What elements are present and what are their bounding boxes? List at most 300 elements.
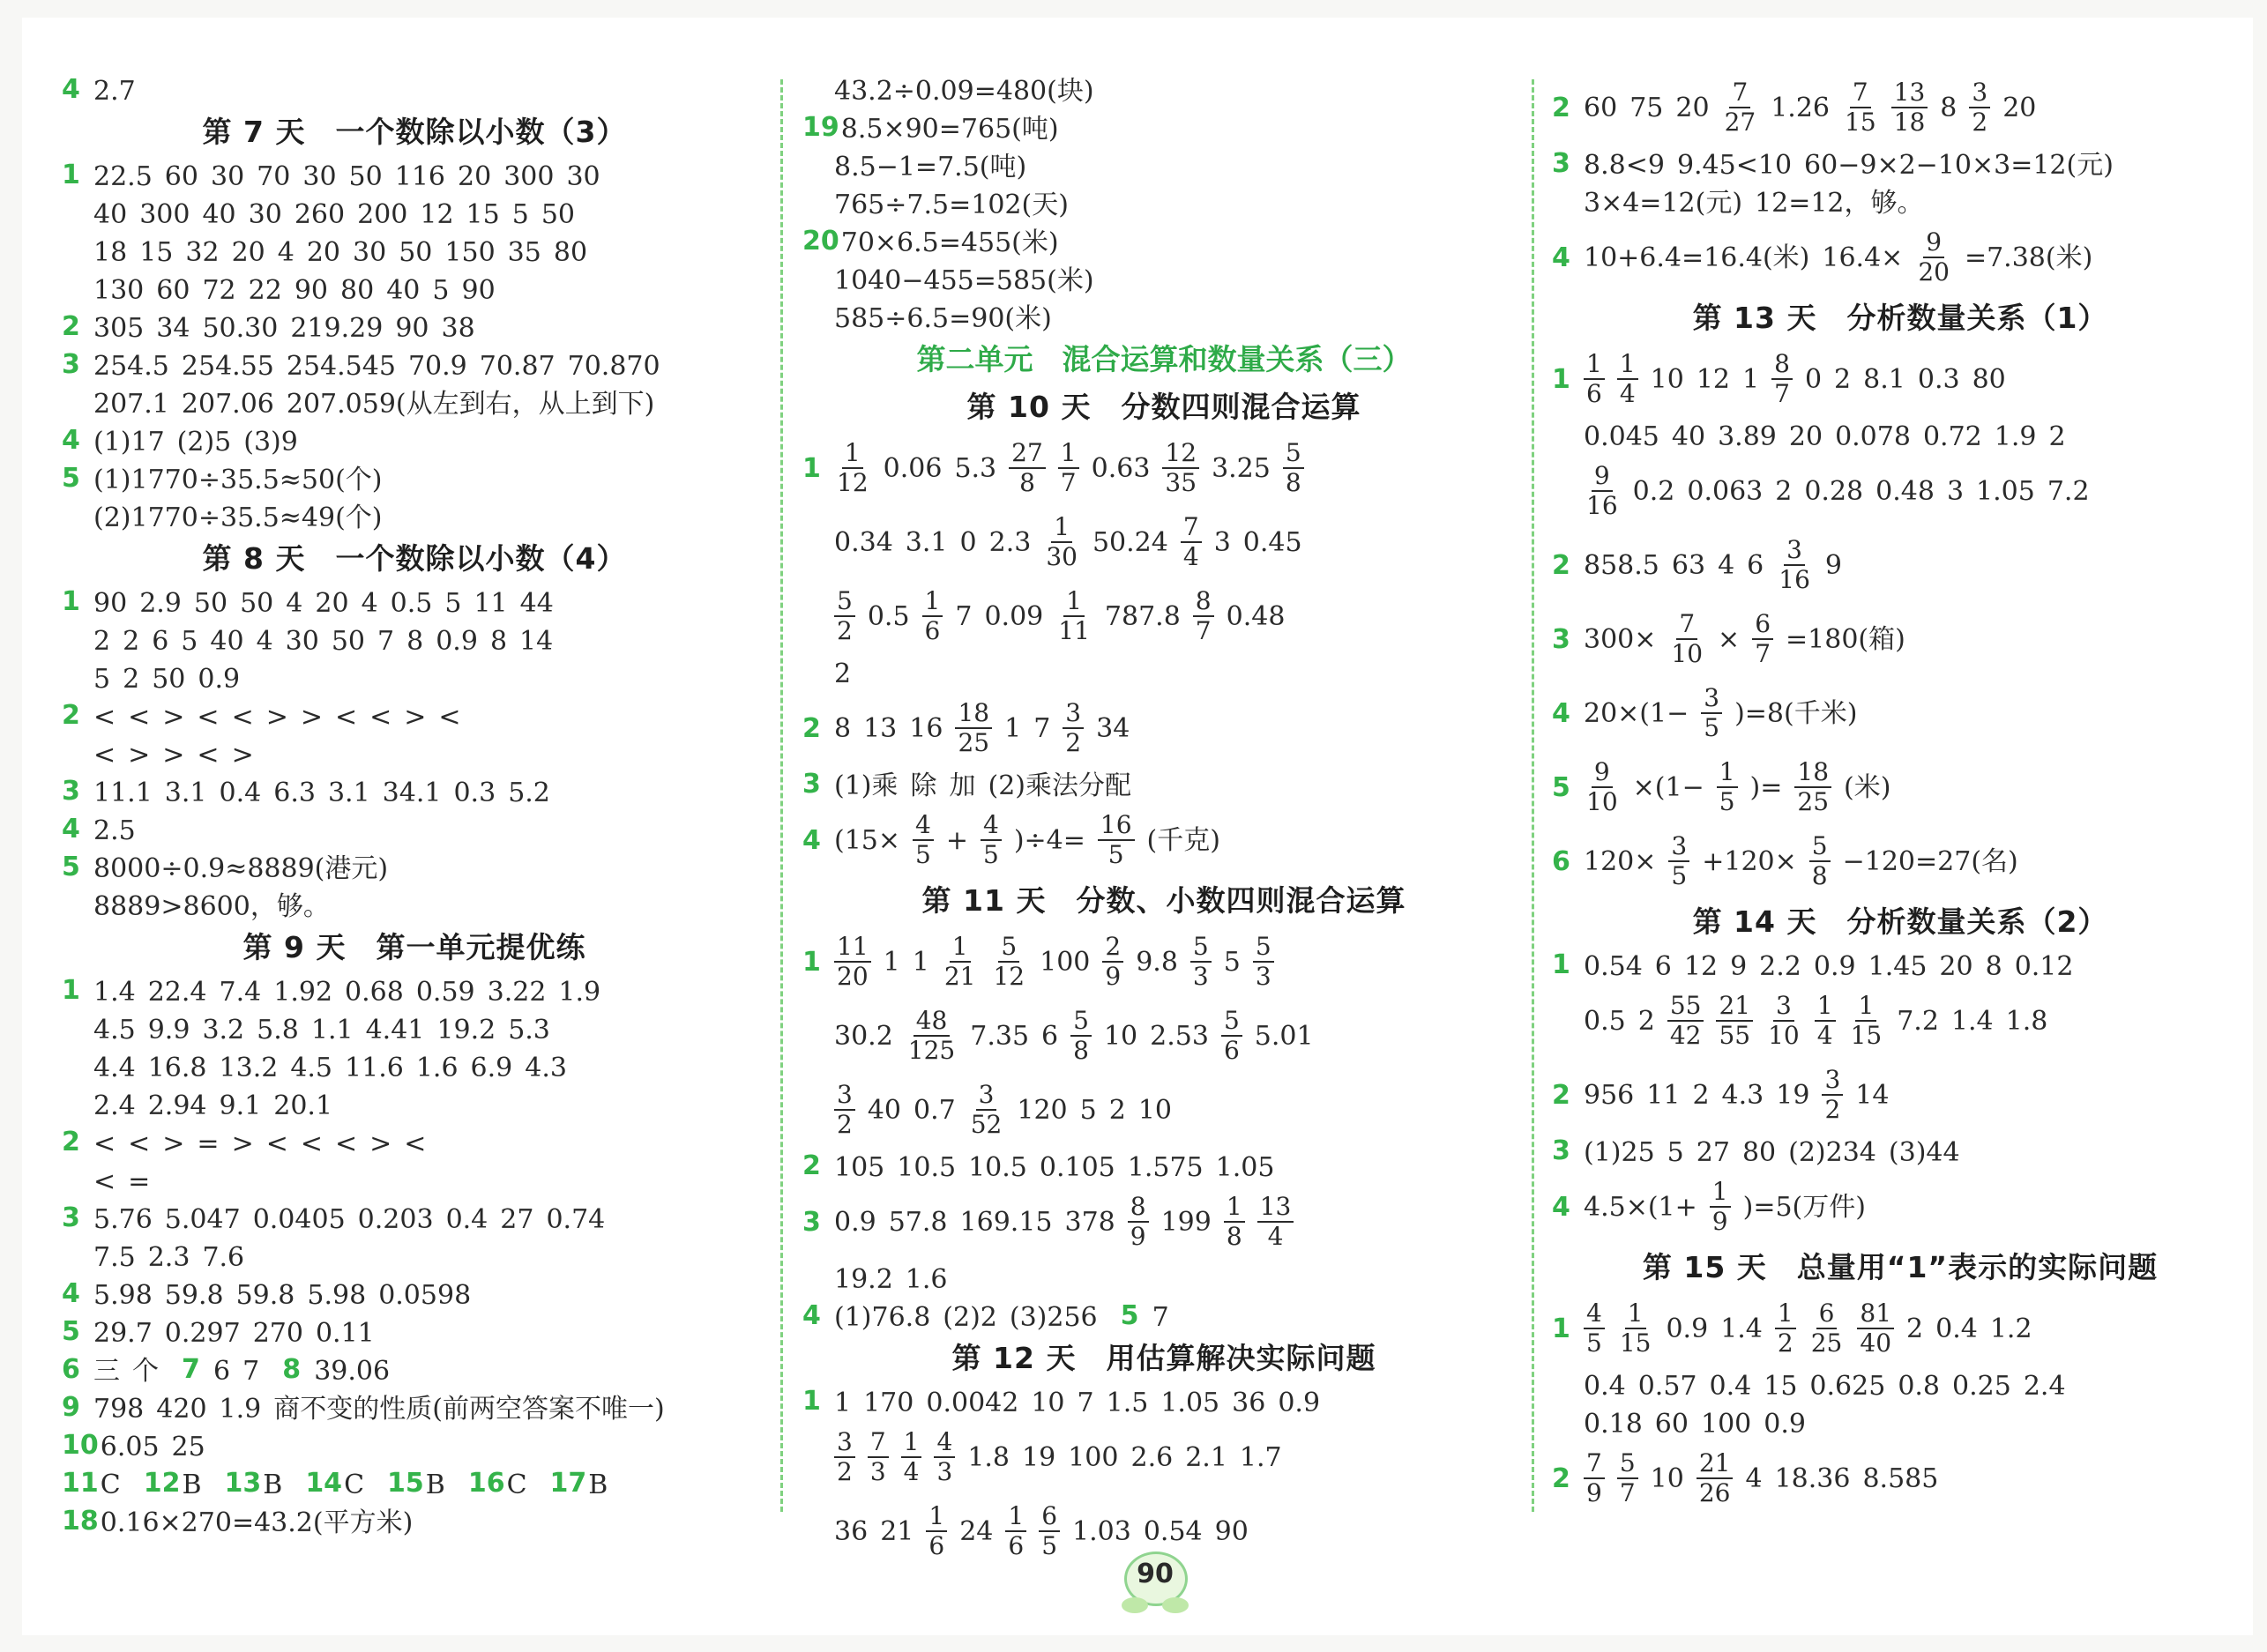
answer-value: 200 (357, 198, 408, 230)
answer-value: 50 (152, 663, 186, 695)
answer-value: (2)5 (176, 426, 232, 458)
answer-line (1552, 676, 2248, 750)
answer-value: 130 (93, 274, 145, 306)
answer-line (62, 1199, 767, 1237)
answer-value: 7.5 (93, 1241, 136, 1273)
answer-value: < (128, 701, 151, 733)
answer-line (62, 971, 767, 1009)
numerator: 7 (868, 1428, 889, 1458)
answer-value: (3)256 (1009, 1301, 1098, 1333)
question-number: 2 (62, 1127, 80, 1157)
answer-value: 254.55 (181, 350, 274, 382)
fraction (913, 811, 934, 869)
answer-value: 5 (444, 587, 462, 619)
answer-value: 0 (1804, 363, 1823, 395)
answer-value: 36 (834, 1515, 869, 1547)
fraction (1584, 1449, 1605, 1507)
numerator: 1 (1051, 513, 1072, 543)
denominator: 4 (903, 1457, 920, 1486)
answer-value: 0.57 (1637, 1370, 1697, 1402)
numerator: 9 (1592, 758, 1613, 788)
fraction (1771, 350, 1793, 408)
answer-line (62, 1351, 767, 1388)
denominator: 40 (1860, 1328, 1892, 1358)
answer-value: 50 (541, 198, 576, 230)
answer-value: 16.4× (1822, 242, 1904, 273)
answer-value: 1.8 (967, 1441, 1010, 1473)
answer-value: 27 (1696, 1136, 1730, 1168)
answer-value: 0.7 (914, 1094, 956, 1126)
answer-value: < (93, 1127, 116, 1159)
answer-value: 300 (503, 160, 555, 192)
answer-line (1552, 946, 2248, 984)
numerator: 1 (922, 587, 943, 617)
answer-value: 1 (912, 946, 929, 978)
denominator: 8 (1285, 468, 1301, 497)
numerator: 5 (1283, 439, 1304, 469)
answer-value: 1 (883, 946, 900, 978)
answer-value: 0.12 (2014, 950, 2074, 982)
answer-value: 60 (1584, 92, 1618, 123)
answer-value: 0.63 (1091, 452, 1151, 484)
answer-value: ×(1− (1632, 771, 1704, 803)
question-number: 11 (62, 1468, 99, 1499)
section-heading: 第 8 天 一个数除以小数（4） (202, 541, 627, 576)
answer-value: 30 (248, 198, 282, 230)
numerator: 3 (1773, 992, 1794, 1022)
fraction (1716, 992, 1753, 1050)
answer-value: 207.06 (181, 388, 274, 420)
answer-value: =180(箱) (1786, 623, 1905, 655)
answer-value: 32 (185, 236, 220, 268)
answer-value: 7 (1077, 1387, 1094, 1418)
answer-value: (1)25 (1584, 1136, 1655, 1168)
answer-value: 2.2 (1759, 950, 1801, 982)
numerator: 1 (1005, 1502, 1026, 1532)
denominator: 25 (1810, 1328, 1843, 1358)
column-divider-right (1532, 79, 1534, 1512)
answer-value: 0.45 (1242, 526, 1302, 558)
question-number: 5 (62, 1316, 80, 1347)
question-number: 1 (802, 946, 821, 978)
answer-value: 8 (489, 625, 508, 657)
answer-line (62, 1123, 767, 1161)
denominator: 6 (1586, 379, 1602, 408)
fraction (1128, 1193, 1149, 1251)
numerator: 1 (1584, 350, 1605, 380)
answer-value: 3×4=12(元) (1584, 187, 1743, 219)
fraction (1794, 758, 1831, 816)
answer-value: 1 (834, 1387, 852, 1418)
answer-value: 63 (1671, 549, 1706, 581)
answer-value: 75 (1629, 92, 1664, 123)
fraction (1098, 811, 1135, 869)
denominator: 9 (1586, 1478, 1602, 1507)
answer-value: 270 (252, 1317, 303, 1349)
fraction (1617, 1449, 1638, 1507)
denominator: 52 (970, 1110, 1003, 1139)
denominator: 6 (924, 616, 941, 645)
answer-value: 0.9 (1666, 1313, 1709, 1344)
answer-line (62, 156, 767, 194)
question-number: 3 (62, 1202, 80, 1233)
answer-line (1552, 71, 2248, 145)
answer-value: (2)2 (943, 1301, 997, 1333)
denominator: 20 (837, 962, 869, 991)
numerator: 1 (842, 439, 863, 469)
answer-line (802, 1297, 1525, 1335)
section-heading: 第 9 天 第一单元提优练 (242, 930, 586, 964)
answer-line (802, 1185, 1525, 1259)
fraction (1752, 610, 1773, 668)
answer-value: 0.9 (198, 663, 241, 695)
answer-value: 3.89 (1718, 420, 1777, 452)
denominator: 5 (1041, 1531, 1058, 1560)
answer-continuation (62, 232, 767, 270)
fraction (1102, 933, 1123, 991)
fraction (1915, 228, 1952, 286)
answer-value: 6 (152, 625, 169, 657)
fraction (1584, 350, 1605, 408)
answer-value: 三 (93, 1355, 120, 1387)
fraction (1668, 832, 1689, 890)
answer-value: 254.545 (286, 350, 396, 382)
answer-value: 1.9 (558, 976, 601, 1008)
answer-value: 0.9 (436, 625, 478, 657)
answer-continuation (1552, 182, 2248, 220)
answer-value: 2.53 (1150, 1020, 1209, 1052)
question-number: 3 (802, 769, 821, 800)
denominator: 7 (1755, 639, 1771, 668)
answer-value: < (93, 1165, 116, 1197)
answer-value: 20 (2002, 92, 2037, 123)
answer-value: 0.74 (546, 1203, 606, 1235)
answer-value: 0.063 (1687, 475, 1764, 507)
answer-value: 105 (834, 1151, 885, 1183)
answer-continuation (802, 71, 1525, 108)
answer-continuation (62, 1047, 767, 1085)
answer-value: C (100, 1469, 121, 1500)
answer-value: 7.2 (1897, 1005, 1939, 1037)
numerator: 1 (1625, 1299, 1646, 1329)
answer-value: 20 (1939, 950, 1973, 982)
fraction (1257, 1193, 1294, 1251)
answer-value: +120× (1702, 845, 1797, 877)
answer-continuation (62, 383, 767, 421)
leaf-decoration (1162, 1597, 1189, 1613)
numerator: 3 (1822, 1066, 1843, 1096)
answer-value: 20 (231, 236, 265, 268)
fraction (1283, 439, 1304, 497)
answer-value: 72 (202, 274, 236, 306)
question-number: 1 (62, 975, 80, 1006)
numerator: 1 (926, 1502, 947, 1532)
answer-value: 9.9 (147, 1014, 190, 1046)
answer-value: 0.0405 (252, 1203, 346, 1235)
answer-value: 7 (955, 600, 973, 632)
question-number: 1 (62, 586, 80, 617)
answer-value: 1.26 (1771, 92, 1830, 123)
denominator: 7 (1619, 1478, 1636, 1507)
answer-value: < (265, 1127, 288, 1159)
numerator: 6 (1039, 1502, 1060, 1532)
answer-value: < (334, 1127, 358, 1159)
answer-value: 305 (93, 312, 145, 344)
answer-value: 5 (1667, 1136, 1684, 1168)
answer-value: 0.9 (1278, 1387, 1321, 1418)
denominator: 4 (1816, 1021, 1833, 1050)
answer-value: 50.30 (202, 312, 279, 344)
answer-value: 0.4 (1709, 1370, 1752, 1402)
answer-value: 116 (394, 160, 445, 192)
denominator: 5 (1107, 840, 1124, 869)
answer-value: 5.2 (508, 777, 550, 808)
answer-value: 60 (164, 160, 198, 192)
numerator: 8 (1193, 587, 1214, 617)
answer-value: < (197, 739, 220, 770)
fraction (1891, 78, 1928, 137)
answer-value: B (263, 1469, 283, 1500)
fraction (1055, 587, 1092, 645)
numerator: 12 (1162, 439, 1199, 469)
answer-value: 60 (1654, 1408, 1689, 1440)
answer-value: 5.76 (93, 1203, 153, 1235)
answer-value: 13 (863, 712, 898, 744)
answer-value: 9.8 (1136, 946, 1178, 978)
answer-value: 15 (1764, 1370, 1798, 1402)
fraction (968, 1081, 1005, 1139)
answer-line (802, 108, 1525, 146)
answer-value: 90 (1214, 1515, 1249, 1547)
numerator: 5 (1190, 933, 1212, 963)
answer-value: 18.36 (1774, 1462, 1851, 1494)
answer-value: 6.05 (100, 1431, 160, 1462)
answer-value: 8.1 (1863, 363, 1905, 395)
answer-line (62, 1388, 767, 1426)
answer-value: (米) (1844, 771, 1891, 803)
fraction (1775, 1299, 1796, 1358)
numerator: 8 (1128, 1193, 1149, 1223)
numerator: 13 (1257, 1193, 1294, 1223)
fraction (1809, 832, 1831, 890)
answer-line (1552, 1132, 2248, 1170)
answer-value: 5.98 (93, 1279, 153, 1311)
numerator: 5 (1617, 1449, 1638, 1479)
numerator: 3 (834, 1081, 855, 1111)
answer-value: 1.7 (1239, 1441, 1282, 1473)
question-number: 2 (802, 1150, 821, 1181)
answer-value: 1.03 (1072, 1515, 1131, 1547)
answer-value: 2.3 (988, 526, 1032, 558)
answer-value: 50 (331, 625, 366, 657)
fraction (1584, 462, 1621, 520)
answer-value: 0.48 (1226, 600, 1286, 632)
answer-value: 4 (1718, 549, 1735, 581)
answer-line (62, 1502, 767, 1540)
answer-value: 9.1 (219, 1090, 262, 1121)
answer-line (802, 1147, 1525, 1185)
question-number: 1 (802, 1386, 821, 1417)
answer-value: 12 (1683, 950, 1719, 982)
answer-value: 34 (1096, 712, 1130, 744)
fraction (1808, 1299, 1846, 1358)
answer-value: 43.2÷0.09=480(块) (834, 75, 1094, 107)
answer-key-page (22, 18, 2253, 1635)
fraction (901, 1428, 922, 1486)
answer-continuation (802, 999, 1525, 1073)
answer-value: )=8(千米) (1734, 697, 1858, 729)
answer-value: 5 (1079, 1094, 1097, 1126)
answer-value: 4.3 (1721, 1079, 1764, 1111)
question-number: 10 (62, 1430, 99, 1461)
numerator: 6 (1816, 1299, 1838, 1329)
answer-value: 2.4 (93, 1090, 136, 1121)
answer-value: 1040−455=585(米) (834, 264, 1094, 296)
question-number: 4 (1552, 242, 1570, 273)
leaf-decoration (1122, 1597, 1148, 1613)
answer-value: 2.6 (1130, 1441, 1174, 1473)
question-number: 19 (802, 112, 839, 143)
answer-value: < (197, 701, 220, 733)
answer-value: 2 (123, 663, 140, 695)
answer-value: 0.54 (1584, 950, 1643, 982)
answer-value: 4.5 (290, 1052, 333, 1083)
answer-value: 0.625 (1809, 1370, 1886, 1402)
denominator: 5 (1671, 861, 1688, 890)
answer-value: 6 (1041, 1020, 1059, 1052)
answer-line (62, 459, 767, 497)
answer-value: 44 (519, 587, 554, 619)
fraction (1776, 536, 1813, 594)
denominator: 26 (1698, 1478, 1731, 1507)
answer-value: 7 (242, 1355, 260, 1387)
answer-value: < (128, 1127, 151, 1159)
answer-value: 6.3 (273, 777, 316, 808)
answer-value: (1)乘 (834, 770, 899, 801)
answer-value: 0.28 (1804, 475, 1864, 507)
answer-value: < (231, 701, 254, 733)
answer-value: 商不变的性质(前两空答案不唯一) (273, 1393, 665, 1425)
answer-continuation (802, 653, 1525, 691)
answer-value: 80 (553, 236, 588, 268)
unit-title: 第二单元 混合运算和数量关系（三） (916, 342, 1412, 376)
answer-value: 5.047 (164, 1203, 241, 1235)
fraction (1697, 1449, 1734, 1507)
answer-value: 8.585 (1862, 1462, 1939, 1494)
answer-continuation (1552, 984, 2248, 1058)
question-number: 1 (62, 160, 80, 190)
answer-continuation (62, 621, 767, 659)
answer-value: 9.45<10 (1676, 149, 1793, 181)
answer-value: 0.078 (1835, 420, 1911, 452)
answer-value: 2 (1108, 1094, 1126, 1126)
page-number: 90 (1137, 1559, 1174, 1589)
denominator: 16 (1779, 565, 1810, 594)
answer-value: 0.045 (1584, 420, 1659, 452)
denominator: 15 (1845, 108, 1876, 137)
answer-value: 8 (406, 625, 424, 657)
answer-value: 4 (361, 587, 378, 619)
denominator: 3 (936, 1457, 953, 1486)
denominator: 2 (837, 1457, 853, 1486)
answer-value: 169.15 (959, 1206, 1053, 1238)
numerator: 3 (1063, 699, 1084, 729)
section-heading: 第 12 天 用估算解决实际问题 (951, 1341, 1376, 1375)
fraction (834, 587, 855, 645)
section-heading: 第 10 天 分数四则混合运算 (966, 390, 1361, 424)
numerator: 2 (1102, 933, 1123, 963)
answer-value: 300× (1584, 623, 1657, 655)
question-number: 7 (182, 1354, 200, 1385)
answer-value: 7 (1152, 1301, 1169, 1333)
denominator: 15 (1619, 1328, 1652, 1358)
numerator: 13 (1891, 78, 1928, 108)
answer-value: 70.87 (479, 350, 556, 382)
question-number: 3 (1552, 1135, 1570, 1166)
answer-value: 50 (348, 160, 383, 192)
answer-value: 956 (1584, 1079, 1635, 1111)
answer-value: B (425, 1469, 445, 1500)
answer-value: 150 (444, 236, 496, 268)
numerator: 4 (1584, 1299, 1605, 1329)
answer-value: 170 (863, 1387, 914, 1418)
answer-value: 34.1 (382, 777, 442, 808)
answer-value: 2 (93, 625, 111, 657)
denominator: 9 (1130, 1222, 1146, 1251)
answer-value: 12=12，够。 (1755, 187, 1924, 219)
answer-value: 30.2 (834, 1020, 893, 1052)
answer-value: 0.105 (1039, 1151, 1115, 1183)
answer-value: 8 (1940, 92, 1958, 123)
answer-value: 30 (353, 236, 387, 268)
answer-value: 8000÷0.9≈8889(港元) (93, 852, 389, 884)
answer-value: 60−9×2−10×3=12(元) (1804, 149, 2114, 181)
fraction (955, 699, 992, 757)
answer-value: (千克) (1146, 824, 1220, 856)
answer-value: 1.92 (273, 976, 333, 1008)
answer-continuation (62, 734, 767, 772)
answer-value: 7.35 (970, 1020, 1030, 1052)
answer-continuation (802, 505, 1525, 579)
fraction (990, 933, 1027, 991)
denominator: 4 (1182, 542, 1199, 571)
answer-value: 20 (458, 160, 492, 192)
answer-line (1552, 1291, 2248, 1366)
answer-value: 59.8 (235, 1279, 295, 1311)
fraction (1063, 699, 1084, 757)
denominator: 7 (1060, 468, 1077, 497)
numerator: 5 (1253, 933, 1274, 963)
answer-line (802, 222, 1525, 260)
answer-value: 10 (1031, 1387, 1065, 1418)
denominator: 15 (1850, 1021, 1883, 1050)
denominator: 27 (1724, 108, 1756, 137)
answer-value: 29.7 (93, 1317, 153, 1349)
answer-value: 35 (507, 236, 541, 268)
numerator: 1 (1617, 350, 1638, 380)
answer-value: 2.7 (93, 75, 136, 107)
answer-value: > (231, 1127, 254, 1159)
answer-value: 7 (377, 625, 395, 657)
answer-value: 207.1 (93, 388, 169, 420)
answer-value: 60 (156, 274, 190, 306)
answer-value: 0.4 (445, 1203, 488, 1235)
answer-value: 40 (386, 274, 421, 306)
answer-value: 19.2 (834, 1263, 893, 1295)
question-number: 20 (802, 226, 839, 257)
fraction (834, 933, 871, 991)
answer-value: > (369, 1127, 392, 1159)
